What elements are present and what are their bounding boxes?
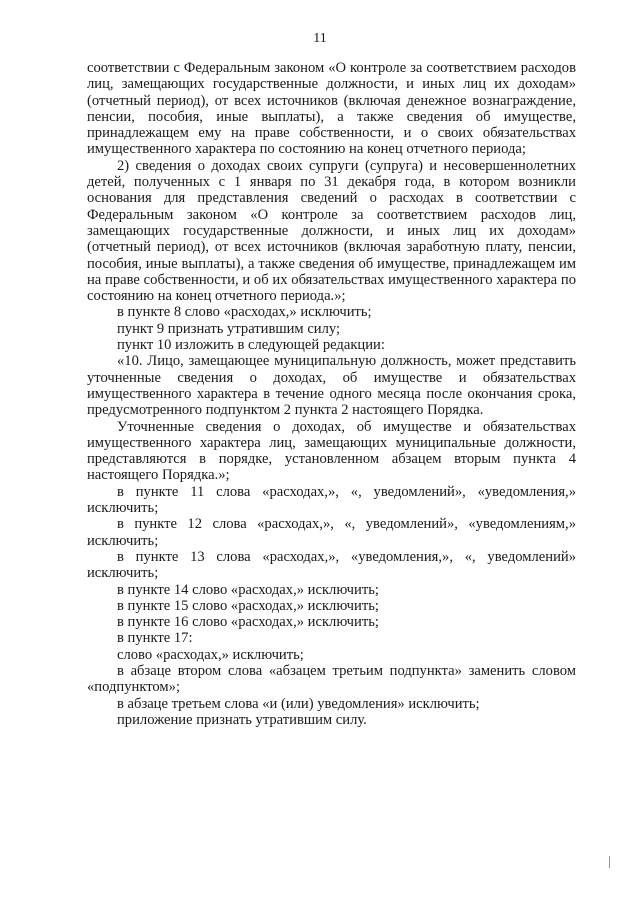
paragraph-item-10-intro: пункт 10 изложить в следующей редакции: [117, 337, 385, 354]
paragraph-item-13: в пункте 13 слова «расходах,», «уведомления,», «, уведомлений» исключить; [87, 548, 576, 582]
paragraph-item-17: в пункте 17: [117, 630, 193, 647]
paragraph-item-17-a: слово «расходах,» исключить; [117, 646, 304, 663]
paragraph-appendix: приложение признать утратившим силу. [117, 711, 367, 728]
paragraph-item-15: в пункте 15 слово «расходах,» исключить; [117, 597, 379, 614]
paragraph-item-10-text: «10. Лицо, замещающее муниципальную должность, может представить уточненные сведения о доходах, об имуществе и обязательствах имущественного характера в течение одного месяца после окончания срока, предусмотренного подпунктом 2 пункта 2 настоящего Порядка. [87, 353, 576, 419]
paragraph-item-12: в пункте 12 слова «расходах,», «, уведомлений», «уведомлениям,» исключить; [87, 516, 576, 549]
paragraph-item-8: в пункте 8 слово «расходах,» исключить; [117, 304, 372, 321]
paragraph-item-9: пункт 9 признать утратившим силу; [117, 320, 341, 337]
paragraph-subitem-2: 2) сведения о доходах своих супруги (супруга) и несовершеннолетних детей, полученных с 1 января по 31 декабря года, в котором возникли основания для представления сведений о расходах в соответствии с Федеральным законом «О контроле за соответствием расходов лиц, замещающих государственные должности, и иных лиц их доходам» (отчетный период), от всех источников (включая заработную плату, пенсии, пособия, иные выплаты), а также сведения об имуществе, принадлежащем им на праве собственности, и об их обязательствах имущественного характера по состоянию на конец отчетного периода.»; [87, 157, 576, 305]
paragraph-item-14: в пункте 14 слово «расходах,» исключить; [117, 581, 379, 598]
page-number: 11 [313, 31, 327, 46]
document-body [87, 60, 576, 728]
paragraph-item-17-c: в абзаце третьем слова «и (или) уведомления» исключить; [117, 695, 480, 712]
paragraph-item-11: в пункте 11 слова «расходах,», «, уведомлений», «уведомления,» исключить; [87, 483, 576, 517]
paragraph-continuation: соответствии с Федеральным законом «О контроле за соответствием расходов лиц, замещающих государственные должности, и иных лиц их доходам» (отчетный период), от всех источников (включая денежное вознаграждение, пенсии, пособия, иные выплаты), а также сведения об имуществе, принадлежащем ему на праве собственности, и о своих обязательствах имущественного характера по состоянию на конец отчетного периода; [87, 60, 576, 158]
scan-artifact [609, 856, 610, 868]
paragraph-item-10-clarified: Уточненные сведения о доходах, об имуществе и обязательствах имущественного характера лиц, замещающих муниципальные должности, представляются в порядке, установленном абзацем вторым пункта 4 настоящего Порядка.»; [87, 418, 576, 484]
paragraph-item-16: в пункте 16 слово «расходах,» исключить; [117, 614, 379, 631]
paragraph-item-17-b: в абзаце втором слова «абзацем третьим подпункта» заменить словом «подпунктом»; [87, 662, 576, 696]
